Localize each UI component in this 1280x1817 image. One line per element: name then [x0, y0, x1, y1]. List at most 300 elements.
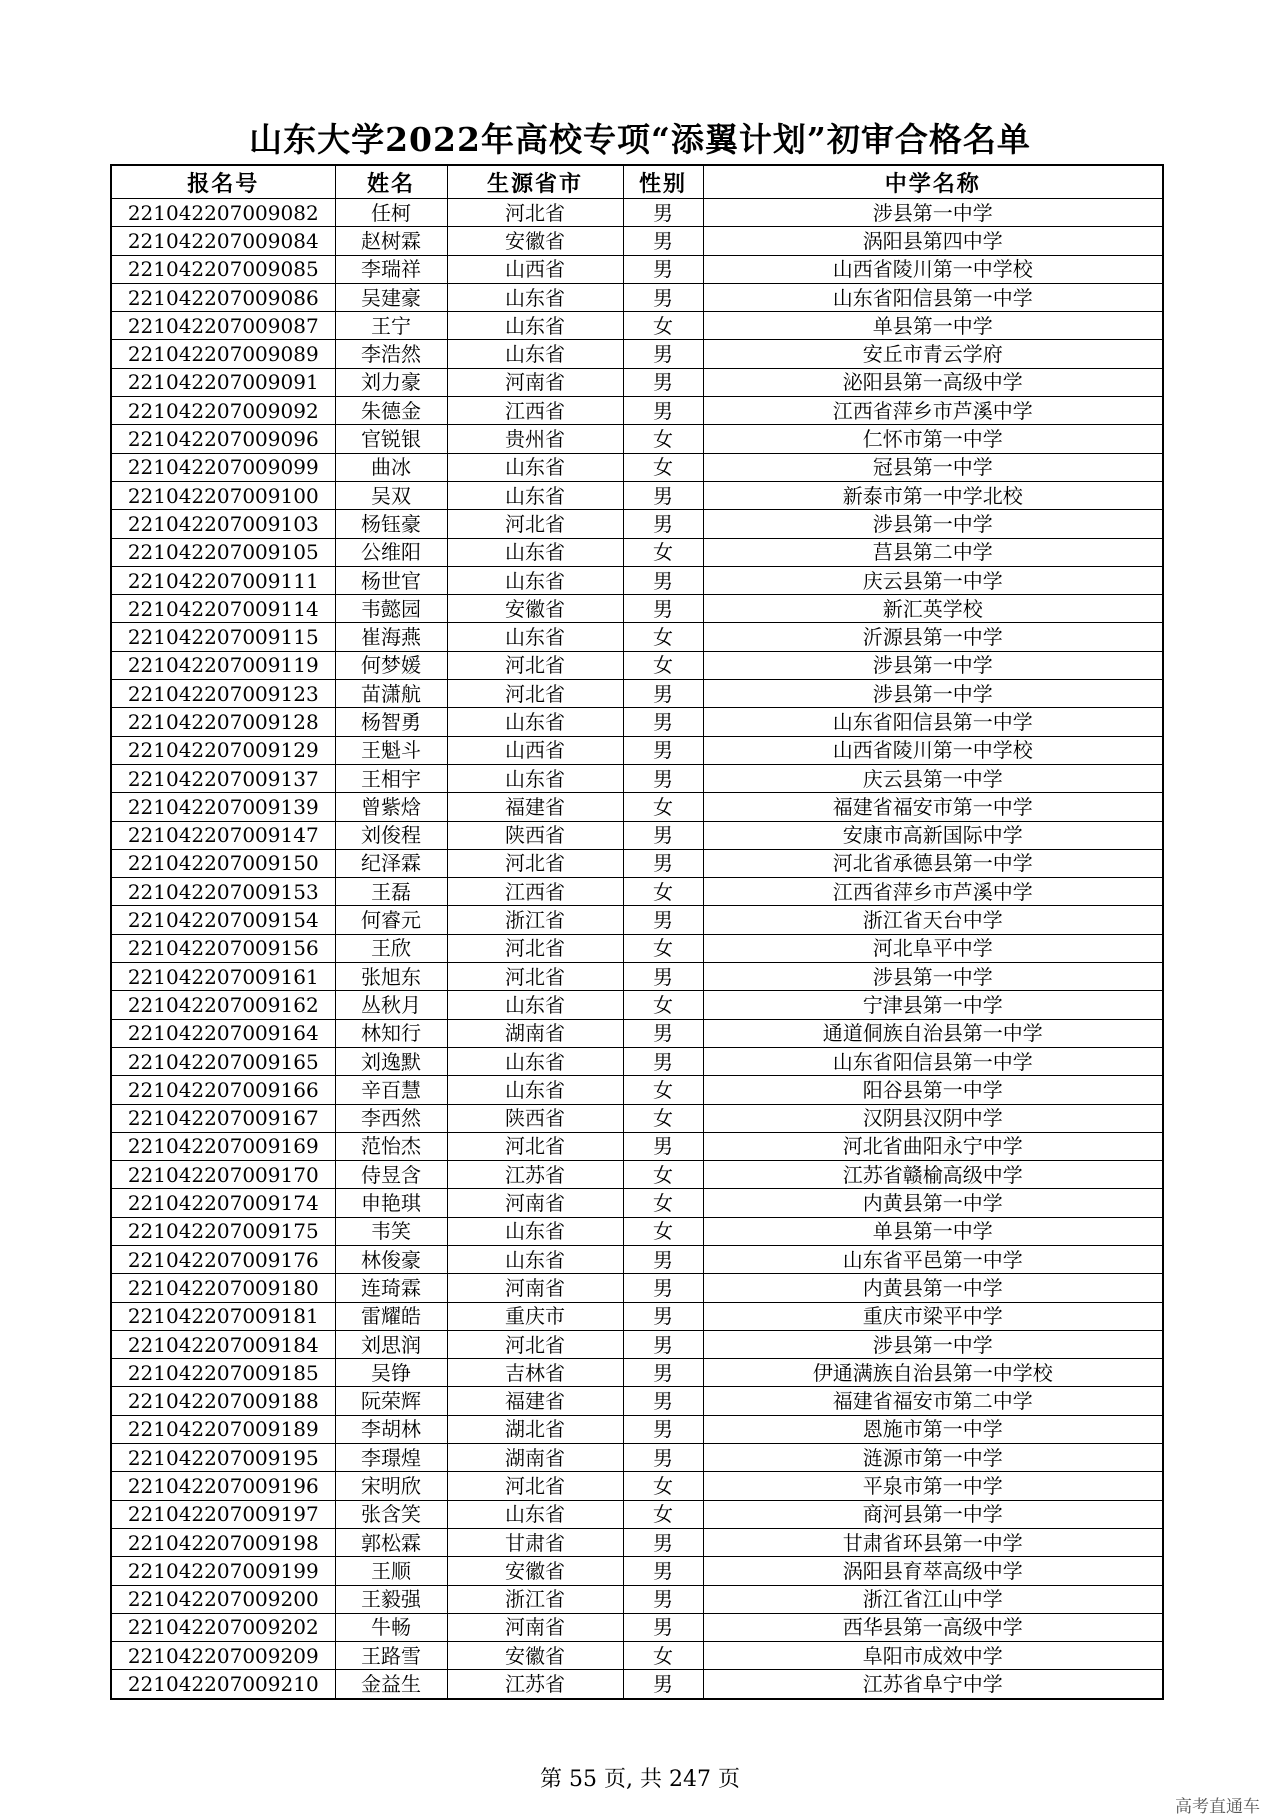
table-row — [111, 1359, 1163, 1387]
cell-id: 221042207009165 — [111, 1047, 335, 1075]
cell-gender: 女 — [623, 1500, 703, 1528]
cell-id: 221042207009103 — [111, 510, 335, 538]
cell-gender: 女 — [623, 425, 703, 453]
cell-school: 单县第一中学 — [703, 312, 1163, 340]
cell-id: 221042207009156 — [111, 934, 335, 962]
cell-school: 涉县第一中学 — [703, 651, 1163, 679]
cell-gender: 男 — [623, 680, 703, 708]
cell-id: 221042207009202 — [111, 1613, 335, 1641]
cell-school: 涉县第一中学 — [703, 963, 1163, 991]
cell-gender: 女 — [623, 1472, 703, 1500]
cell-province: 河北省 — [447, 199, 623, 227]
cell-province: 湖南省 — [447, 1019, 623, 1047]
cell-province: 河南省 — [447, 368, 623, 396]
cell-gender: 男 — [623, 283, 703, 311]
cell-name: 刘力豪 — [335, 368, 447, 396]
cell-name: 任柯 — [335, 199, 447, 227]
cell-school: 江苏省赣榆高级中学 — [703, 1161, 1163, 1189]
table-row — [111, 312, 1163, 340]
cell-gender: 女 — [623, 1189, 703, 1217]
page-number: 第 55 页, 共 247 页 — [540, 1767, 740, 1792]
cell-school: 浙江省天台中学 — [703, 906, 1163, 934]
cell-province: 江西省 — [447, 878, 623, 906]
cell-province: 河南省 — [447, 1613, 623, 1641]
cell-school: 河北省曲阳永宁中学 — [703, 1132, 1163, 1160]
cell-gender: 女 — [623, 651, 703, 679]
cell-school: 山西省陵川第一中学校 — [703, 736, 1163, 764]
cell-id: 221042207009197 — [111, 1500, 335, 1528]
table-row — [111, 1585, 1163, 1613]
cell-id: 221042207009147 — [111, 821, 335, 849]
cell-province: 吉林省 — [447, 1359, 623, 1387]
table-row — [111, 397, 1163, 425]
cell-gender: 女 — [623, 623, 703, 651]
cell-id: 221042207009180 — [111, 1274, 335, 1302]
cell-school: 山东省阳信县第一中学 — [703, 283, 1163, 311]
cell-name: 韦懿园 — [335, 595, 447, 623]
cell-school: 庆云县第一中学 — [703, 764, 1163, 792]
cell-gender: 男 — [623, 736, 703, 764]
table-row — [111, 708, 1163, 736]
cell-province: 河北省 — [447, 963, 623, 991]
table-row — [111, 821, 1163, 849]
cell-id: 221042207009086 — [111, 283, 335, 311]
cell-province: 山东省 — [447, 1076, 623, 1104]
table-row — [111, 764, 1163, 792]
cell-id: 221042207009105 — [111, 538, 335, 566]
cell-province: 陕西省 — [447, 821, 623, 849]
table-row — [111, 736, 1163, 764]
cell-province: 福建省 — [447, 793, 623, 821]
cell-province: 贵州省 — [447, 425, 623, 453]
cell-province: 河南省 — [447, 1189, 623, 1217]
cell-name: 官锐银 — [335, 425, 447, 453]
table-row — [111, 793, 1163, 821]
cell-province: 山东省 — [447, 566, 623, 594]
cell-id: 221042207009198 — [111, 1528, 335, 1556]
cell-school: 涉县第一中学 — [703, 510, 1163, 538]
cell-name: 林俊豪 — [335, 1245, 447, 1273]
cell-name: 郭松霖 — [335, 1528, 447, 1556]
cell-name: 李西然 — [335, 1104, 447, 1132]
cell-school: 涡阳县第四中学 — [703, 227, 1163, 255]
cell-id: 221042207009119 — [111, 651, 335, 679]
cell-gender: 女 — [623, 1076, 703, 1104]
cell-gender: 男 — [623, 199, 703, 227]
cell-gender: 男 — [623, 595, 703, 623]
cell-id: 221042207009184 — [111, 1330, 335, 1358]
table-row — [111, 1217, 1163, 1245]
cell-province: 河北省 — [447, 510, 623, 538]
table-row — [111, 991, 1163, 1019]
cell-province: 山东省 — [447, 1500, 623, 1528]
cell-gender: 男 — [623, 397, 703, 425]
cell-province: 山东省 — [447, 340, 623, 368]
cell-province: 河北省 — [447, 934, 623, 962]
cell-name: 杨钰豪 — [335, 510, 447, 538]
cell-school: 涡阳县育萃高级中学 — [703, 1557, 1163, 1585]
cell-id: 221042207009089 — [111, 340, 335, 368]
cell-id: 221042207009129 — [111, 736, 335, 764]
cell-gender: 男 — [623, 1387, 703, 1415]
cell-school: 浙江省江山中学 — [703, 1585, 1163, 1613]
cell-province: 河南省 — [447, 1274, 623, 1302]
cell-id: 221042207009091 — [111, 368, 335, 396]
cell-id: 221042207009162 — [111, 991, 335, 1019]
cell-id: 221042207009096 — [111, 425, 335, 453]
cell-province: 山东省 — [447, 1245, 623, 1273]
cell-name: 王毅强 — [335, 1585, 447, 1613]
cell-name: 刘俊程 — [335, 821, 447, 849]
cell-gender: 男 — [623, 1245, 703, 1273]
table-row — [111, 1274, 1163, 1302]
cell-gender: 男 — [623, 1528, 703, 1556]
cell-name: 何梦媛 — [335, 651, 447, 679]
cell-id: 221042207009175 — [111, 1217, 335, 1245]
cell-id: 221042207009188 — [111, 1387, 335, 1415]
cell-province: 山东省 — [447, 1217, 623, 1245]
cell-gender: 男 — [623, 1359, 703, 1387]
cell-id: 221042207009115 — [111, 623, 335, 651]
table-row — [111, 1076, 1163, 1104]
cell-province: 甘肃省 — [447, 1528, 623, 1556]
cell-province: 湖北省 — [447, 1415, 623, 1443]
cell-province: 山东省 — [447, 623, 623, 651]
table-row — [111, 227, 1163, 255]
cell-school: 阳谷县第一中学 — [703, 1076, 1163, 1104]
table-row — [111, 453, 1163, 481]
header-name: 姓名 — [335, 165, 447, 199]
cell-name: 辛百慧 — [335, 1076, 447, 1104]
cell-id: 221042207009166 — [111, 1076, 335, 1104]
cell-school: 安丘市青云学府 — [703, 340, 1163, 368]
cell-school: 内黄县第一中学 — [703, 1274, 1163, 1302]
cell-id: 221042207009185 — [111, 1359, 335, 1387]
cell-id: 221042207009114 — [111, 595, 335, 623]
cell-name: 李浩然 — [335, 340, 447, 368]
table-row — [111, 1557, 1163, 1585]
cell-school: 宁津县第一中学 — [703, 991, 1163, 1019]
cell-id: 221042207009174 — [111, 1189, 335, 1217]
header-province: 生源省市 — [447, 165, 623, 199]
cell-gender: 男 — [623, 906, 703, 934]
cell-gender: 男 — [623, 1047, 703, 1075]
cell-name: 曾紫焓 — [335, 793, 447, 821]
table-row — [111, 623, 1163, 651]
table-row — [111, 906, 1163, 934]
cell-school: 平泉市第一中学 — [703, 1472, 1163, 1500]
table-row — [111, 1189, 1163, 1217]
cell-gender: 男 — [623, 1132, 703, 1160]
cell-school: 西华县第一高级中学 — [703, 1613, 1163, 1641]
cell-school: 通道侗族自治县第一中学 — [703, 1019, 1163, 1047]
cell-name: 何睿元 — [335, 906, 447, 934]
table-row — [111, 1472, 1163, 1500]
cell-province: 山东省 — [447, 312, 623, 340]
cell-school: 河北省承德县第一中学 — [703, 849, 1163, 877]
cell-id: 221042207009150 — [111, 849, 335, 877]
cell-school: 新汇英学校 — [703, 595, 1163, 623]
cell-name: 杨世官 — [335, 566, 447, 594]
table-row — [111, 1613, 1163, 1641]
cell-school: 山东省平邑第一中学 — [703, 1245, 1163, 1273]
table-row — [111, 1330, 1163, 1358]
cell-province: 山东省 — [447, 991, 623, 1019]
cell-province: 安徽省 — [447, 1557, 623, 1585]
cell-gender: 男 — [623, 1019, 703, 1047]
cell-gender: 男 — [623, 764, 703, 792]
cell-name: 王磊 — [335, 878, 447, 906]
cell-id: 221042207009161 — [111, 963, 335, 991]
cell-id: 221042207009084 — [111, 227, 335, 255]
cell-school: 涉县第一中学 — [703, 680, 1163, 708]
cell-name: 宋明欣 — [335, 1472, 447, 1500]
table-row — [111, 425, 1163, 453]
table-row — [111, 1132, 1163, 1160]
cell-school: 商河县第一中学 — [703, 1500, 1163, 1528]
table-row — [111, 1500, 1163, 1528]
table-row — [111, 1245, 1163, 1273]
cell-gender: 女 — [623, 793, 703, 821]
cell-province: 山东省 — [447, 538, 623, 566]
cell-province: 江苏省 — [447, 1670, 623, 1699]
cell-name: 张旭东 — [335, 963, 447, 991]
cell-name: 雷耀皓 — [335, 1302, 447, 1330]
cell-gender: 女 — [623, 1161, 703, 1189]
cell-gender: 男 — [623, 481, 703, 509]
cell-id: 221042207009085 — [111, 255, 335, 283]
cell-id: 221042207009087 — [111, 312, 335, 340]
cell-province: 河北省 — [447, 1132, 623, 1160]
cell-name: 李瑞祥 — [335, 255, 447, 283]
cell-province: 河北省 — [447, 1472, 623, 1500]
cell-province: 河北省 — [447, 849, 623, 877]
cell-school: 涟源市第一中学 — [703, 1444, 1163, 1472]
candidate-table — [110, 164, 1164, 1700]
cell-school: 内黄县第一中学 — [703, 1189, 1163, 1217]
table-row — [111, 878, 1163, 906]
cell-name: 张含笑 — [335, 1500, 447, 1528]
cell-gender: 男 — [623, 1302, 703, 1330]
cell-province: 安徽省 — [447, 227, 623, 255]
cell-id: 221042207009176 — [111, 1245, 335, 1273]
cell-name: 林知行 — [335, 1019, 447, 1047]
cell-gender: 男 — [623, 255, 703, 283]
cell-school: 庆云县第一中学 — [703, 566, 1163, 594]
cell-name: 申艳琪 — [335, 1189, 447, 1217]
cell-gender: 女 — [623, 1104, 703, 1132]
table-row — [111, 680, 1163, 708]
cell-gender: 女 — [623, 1642, 703, 1670]
cell-school: 重庆市梁平中学 — [703, 1302, 1163, 1330]
table-row — [111, 849, 1163, 877]
cell-province: 山东省 — [447, 283, 623, 311]
cell-name: 吴铮 — [335, 1359, 447, 1387]
cell-gender: 男 — [623, 566, 703, 594]
cell-gender: 男 — [623, 1585, 703, 1613]
cell-school: 江苏省阜宁中学 — [703, 1670, 1163, 1699]
cell-gender: 男 — [623, 1415, 703, 1443]
table-row — [111, 1019, 1163, 1047]
cell-school: 仁怀市第一中学 — [703, 425, 1163, 453]
table-row — [111, 1387, 1163, 1415]
cell-name: 纪泽霖 — [335, 849, 447, 877]
cell-id: 221042207009153 — [111, 878, 335, 906]
cell-id: 221042207009164 — [111, 1019, 335, 1047]
cell-id: 221042207009196 — [111, 1472, 335, 1500]
cell-id: 221042207009195 — [111, 1444, 335, 1472]
table-row — [111, 368, 1163, 396]
cell-id: 221042207009092 — [111, 397, 335, 425]
cell-province: 安徽省 — [447, 1642, 623, 1670]
cell-id: 221042207009099 — [111, 453, 335, 481]
cell-school: 新泰市第一中学北校 — [703, 481, 1163, 509]
cell-school: 涉县第一中学 — [703, 199, 1163, 227]
watermark: 高考直通车 — [1175, 1797, 1260, 1817]
cell-school: 江西省萍乡市芦溪中学 — [703, 397, 1163, 425]
cell-school: 福建省福安市第二中学 — [703, 1387, 1163, 1415]
cell-id: 221042207009100 — [111, 481, 335, 509]
cell-school: 泌阳县第一高级中学 — [703, 368, 1163, 396]
cell-id: 221042207009170 — [111, 1161, 335, 1189]
cell-id: 221042207009210 — [111, 1670, 335, 1699]
table-row — [111, 1104, 1163, 1132]
cell-name: 李胡林 — [335, 1415, 447, 1443]
cell-gender: 男 — [623, 368, 703, 396]
table-row — [111, 934, 1163, 962]
cell-name: 王欣 — [335, 934, 447, 962]
cell-name: 阮荣辉 — [335, 1387, 447, 1415]
document-title: 山东大学2022年高校专项“添翼计划”初审合格名单 — [249, 120, 1031, 159]
cell-province: 浙江省 — [447, 1585, 623, 1613]
cell-gender: 男 — [623, 1557, 703, 1585]
cell-id: 221042207009123 — [111, 680, 335, 708]
cell-school: 山东省阳信县第一中学 — [703, 708, 1163, 736]
table-row — [111, 1415, 1163, 1443]
cell-province: 山东省 — [447, 764, 623, 792]
header-id: 报名号 — [111, 165, 335, 199]
cell-school: 河北阜平中学 — [703, 934, 1163, 962]
table-row — [111, 283, 1163, 311]
cell-name: 刘思润 — [335, 1330, 447, 1358]
table-body — [111, 199, 1163, 1699]
cell-province: 江西省 — [447, 397, 623, 425]
cell-school: 伊通满族自治县第一中学校 — [703, 1359, 1163, 1387]
cell-name: 苗潇航 — [335, 680, 447, 708]
cell-name: 朱德金 — [335, 397, 447, 425]
cell-name: 刘逸默 — [335, 1047, 447, 1075]
table-row — [111, 255, 1163, 283]
table-row — [111, 963, 1163, 991]
cell-gender: 女 — [623, 453, 703, 481]
cell-name: 曲冰 — [335, 453, 447, 481]
cell-id: 221042207009082 — [111, 199, 335, 227]
cell-gender: 男 — [623, 821, 703, 849]
cell-id: 221042207009189 — [111, 1415, 335, 1443]
cell-province: 江苏省 — [447, 1161, 623, 1189]
cell-name: 金益生 — [335, 1670, 447, 1699]
cell-province: 陕西省 — [447, 1104, 623, 1132]
table-row — [111, 1047, 1163, 1075]
table-row — [111, 651, 1163, 679]
table-row — [111, 566, 1163, 594]
cell-name: 李璟煌 — [335, 1444, 447, 1472]
cell-name: 吴建豪 — [335, 283, 447, 311]
cell-name: 牛畅 — [335, 1613, 447, 1641]
table-row — [111, 595, 1163, 623]
cell-gender: 女 — [623, 538, 703, 566]
table-row — [111, 1642, 1163, 1670]
cell-name: 王路雪 — [335, 1642, 447, 1670]
cell-province: 山东省 — [447, 708, 623, 736]
cell-gender: 男 — [623, 1330, 703, 1358]
cell-gender: 男 — [623, 340, 703, 368]
cell-school: 山西省陵川第一中学校 — [703, 255, 1163, 283]
cell-school: 山东省阳信县第一中学 — [703, 1047, 1163, 1075]
cell-id: 221042207009181 — [111, 1302, 335, 1330]
cell-school: 汉阴县汉阴中学 — [703, 1104, 1163, 1132]
cell-school: 单县第一中学 — [703, 1217, 1163, 1245]
cell-id: 221042207009137 — [111, 764, 335, 792]
cell-gender: 男 — [623, 1444, 703, 1472]
cell-name: 王魁斗 — [335, 736, 447, 764]
cell-province: 湖南省 — [447, 1444, 623, 1472]
cell-school: 冠县第一中学 — [703, 453, 1163, 481]
cell-name: 王相宇 — [335, 764, 447, 792]
table-row — [111, 481, 1163, 509]
cell-gender: 男 — [623, 1274, 703, 1302]
cell-name: 范怡杰 — [335, 1132, 447, 1160]
table-row — [111, 538, 1163, 566]
cell-school: 福建省福安市第一中学 — [703, 793, 1163, 821]
cell-name: 王顺 — [335, 1557, 447, 1585]
cell-gender: 男 — [623, 227, 703, 255]
cell-id: 221042207009167 — [111, 1104, 335, 1132]
table-row — [111, 510, 1163, 538]
cell-school: 莒县第二中学 — [703, 538, 1163, 566]
cell-gender: 女 — [623, 312, 703, 340]
cell-province: 山东省 — [447, 1047, 623, 1075]
cell-gender: 男 — [623, 1613, 703, 1641]
cell-gender: 男 — [623, 963, 703, 991]
cell-name: 连琦霖 — [335, 1274, 447, 1302]
cell-name: 赵树霖 — [335, 227, 447, 255]
table-row — [111, 1302, 1163, 1330]
cell-school: 沂源县第一中学 — [703, 623, 1163, 651]
cell-province: 河北省 — [447, 1330, 623, 1358]
cell-school: 安康市高新国际中学 — [703, 821, 1163, 849]
cell-province: 山西省 — [447, 736, 623, 764]
cell-name: 杨智勇 — [335, 708, 447, 736]
cell-school: 阜阳市成效中学 — [703, 1642, 1163, 1670]
cell-id: 221042207009169 — [111, 1132, 335, 1160]
cell-gender: 女 — [623, 1217, 703, 1245]
table-header-row — [111, 165, 1163, 199]
cell-id: 221042207009154 — [111, 906, 335, 934]
cell-gender: 男 — [623, 708, 703, 736]
cell-province: 河北省 — [447, 651, 623, 679]
cell-id: 221042207009111 — [111, 566, 335, 594]
table-row — [111, 199, 1163, 227]
cell-gender: 女 — [623, 991, 703, 1019]
cell-name: 公维阳 — [335, 538, 447, 566]
cell-name: 侍昱含 — [335, 1161, 447, 1189]
cell-province: 重庆市 — [447, 1302, 623, 1330]
table-row — [111, 340, 1163, 368]
table-row — [111, 1444, 1163, 1472]
header-school: 中学名称 — [703, 165, 1163, 199]
table-row — [111, 1528, 1163, 1556]
